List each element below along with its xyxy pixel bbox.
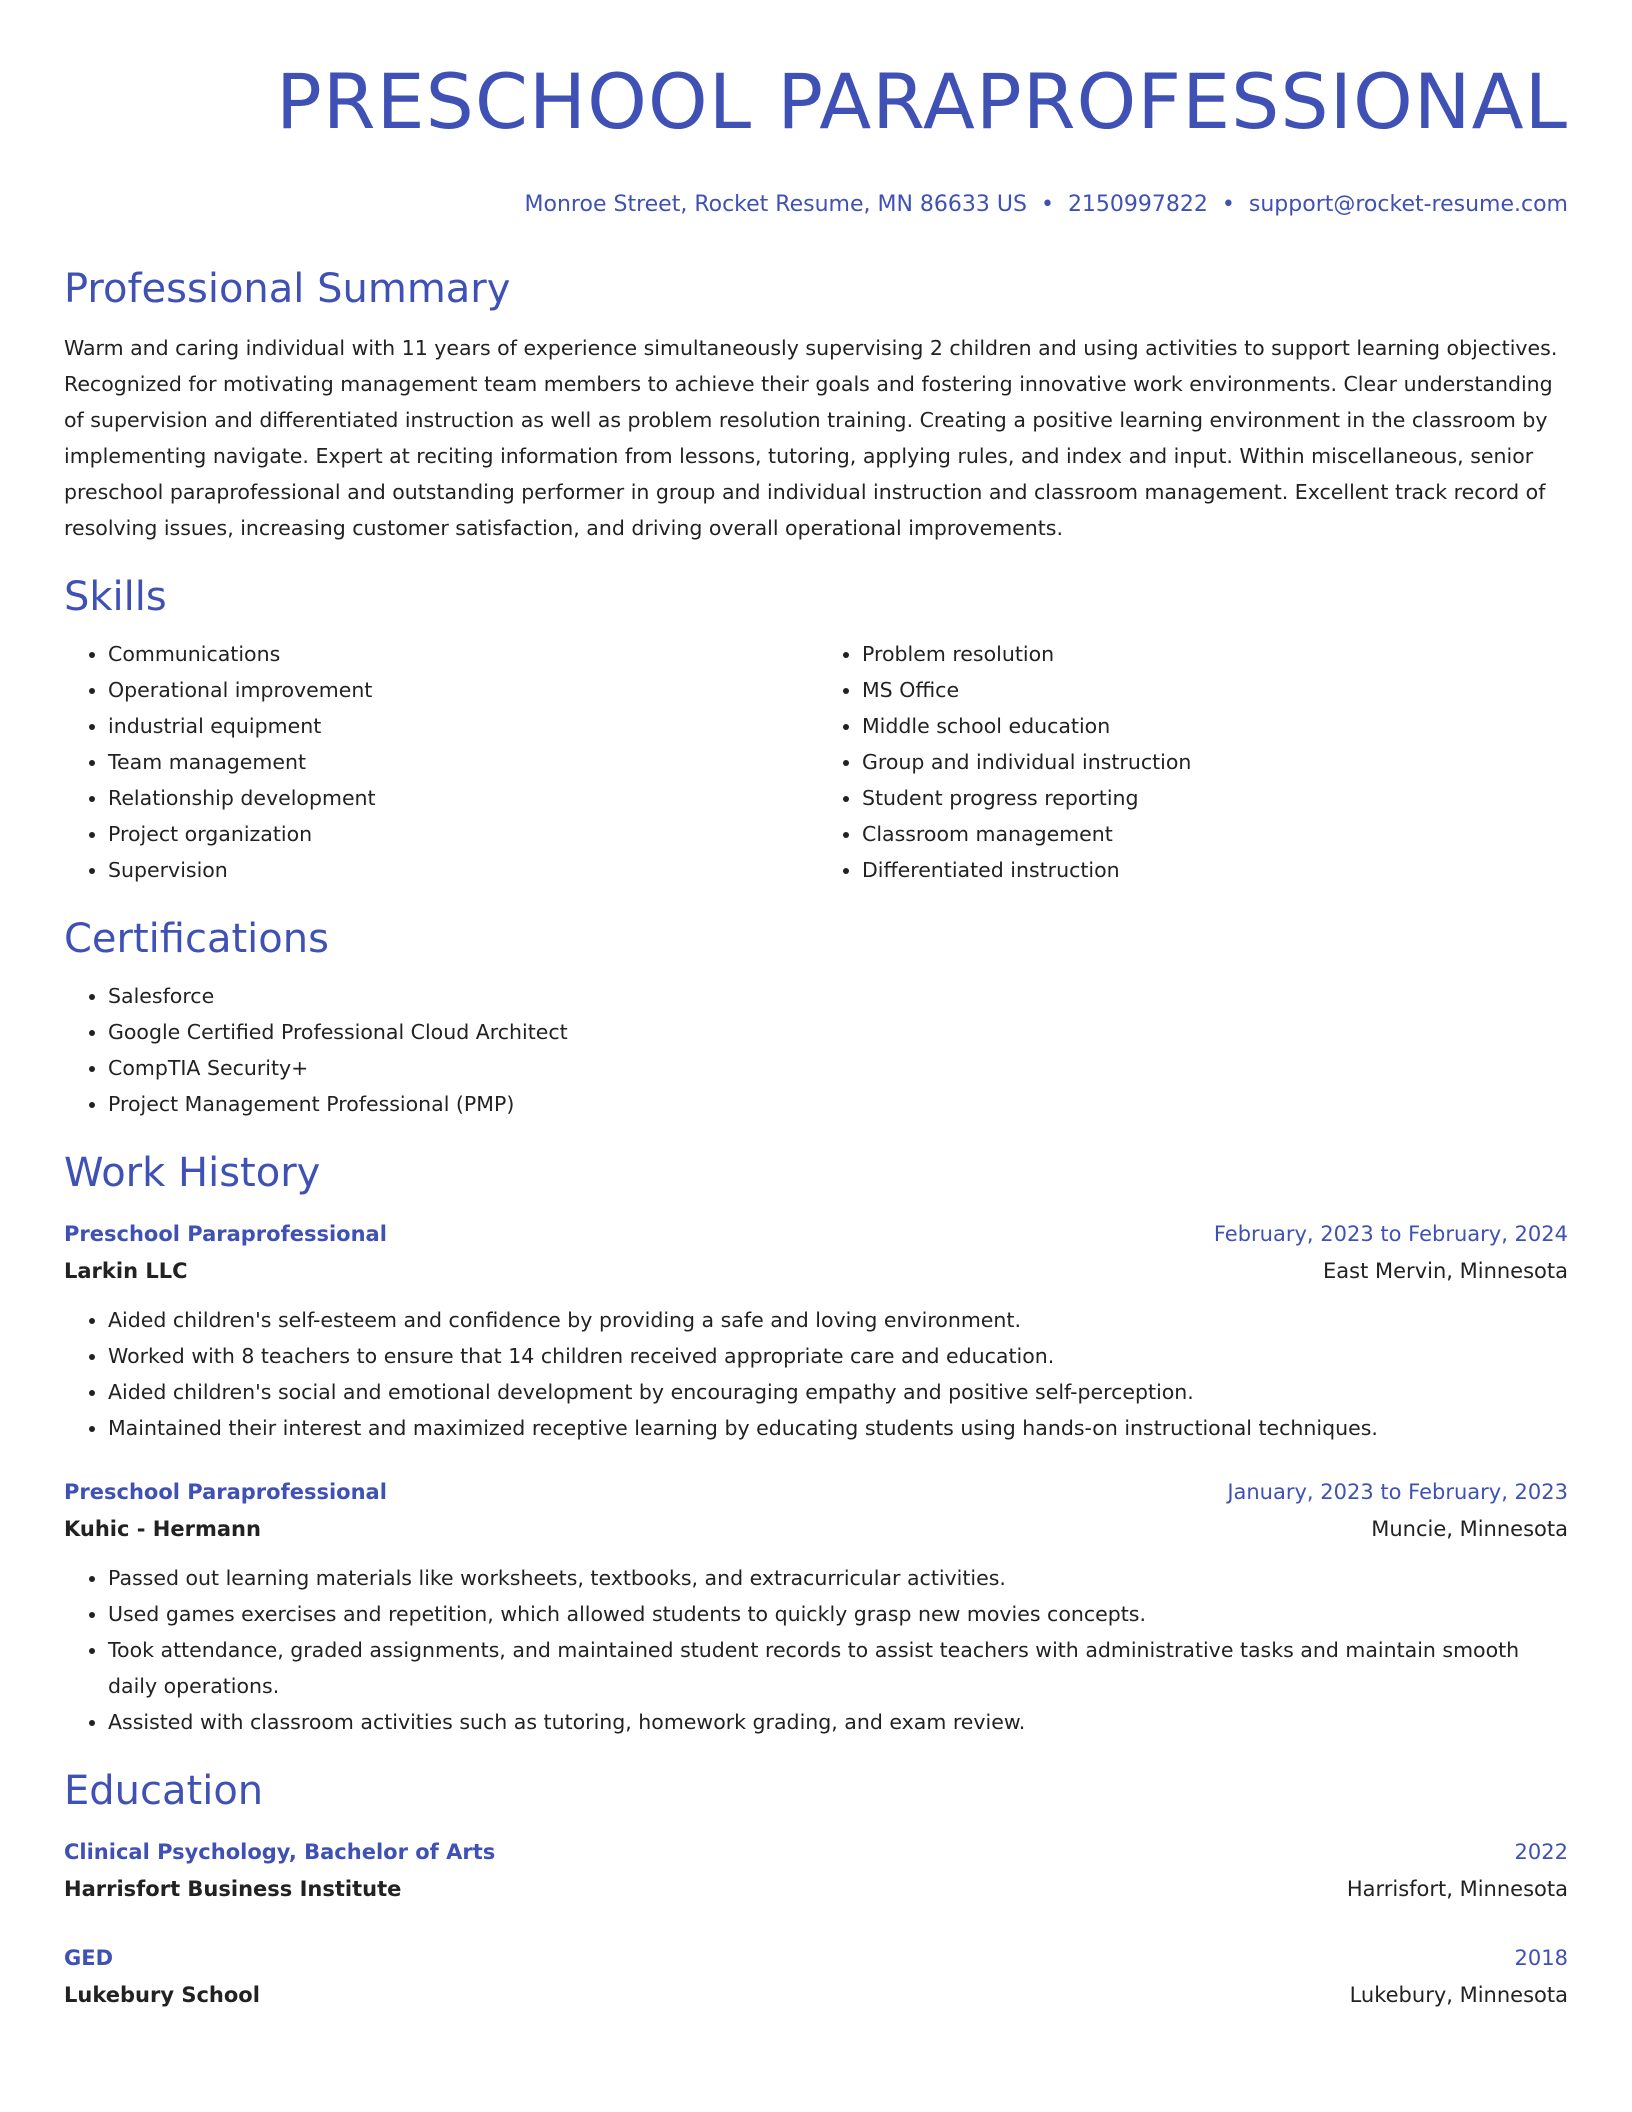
- job-dates: February, 2023 to February, 2024: [1213, 1222, 1568, 1246]
- skills-list: [64, 636, 1568, 888]
- skill-item: • Differentiated instruction: [862, 852, 1568, 888]
- contact-email: support@rocket-resume.com: [1248, 192, 1568, 217]
- company-name: Larkin LLC: [64, 1259, 188, 1283]
- section-heading-summary: Professional Summary: [64, 266, 511, 312]
- certification-item: • Google Certified Professional Cloud Architect: [108, 1014, 1568, 1050]
- skill-item: • Classroom management: [862, 816, 1568, 852]
- job-bullet: • Used games exercises and repetition, which allowed students to quickly grasp new movies concepts.: [108, 1596, 1568, 1632]
- skill-item: • Communications: [108, 636, 816, 672]
- skill-item: • Operational improvement: [108, 672, 816, 708]
- education-entry: [64, 1940, 1568, 2014]
- job-bullets: [64, 1302, 1568, 1446]
- section-heading-skills: Skills: [64, 574, 167, 620]
- job-dates: January, 2023 to February, 2023: [1227, 1480, 1568, 1504]
- skill-item: • Supervision: [108, 852, 816, 888]
- graduation-year: 2022: [1514, 1840, 1568, 1864]
- summary-text: Warm and caring individual with 11 years of experience simultaneously supervising 2 children and using activities to support learning objectives. Recognized for motivating management team members to achieve their goals and fostering innovative work environments. Clear understanding of supervision and differentiated instruction as well as problem resolution training. Creating a positive learning environment in the classroom by implementing navigate. Expert at reciting information from lessons, tutoring, applying rules, and index and input. Within miscellaneous, senior preschool paraprofessional and outstanding performer in group and individual instruction and classroom management. Excellent track record of resolving issues, increasing customer satisfaction, and driving overall operational improvements.: [64, 336, 1558, 540]
- section-heading-education: Education: [64, 1768, 264, 1814]
- job-bullet: • Maintained their interest and maximized receptive learning by educating students using hands-on instructional techniques.: [108, 1410, 1568, 1446]
- job-location: East Mervin, Minnesota: [1323, 1259, 1568, 1283]
- education-entry-header: [64, 1940, 1568, 1976]
- work-entry: [64, 1216, 1568, 1446]
- section-heading-certifications: Certifications: [64, 916, 329, 962]
- skill-item: • Relationship development: [108, 780, 816, 816]
- skill-item: • Project organization: [108, 816, 816, 852]
- skill-item: • Team management: [108, 744, 816, 780]
- skills-column-right: [816, 636, 1568, 888]
- work-entry-header: [64, 1216, 1568, 1252]
- job-location: Muncie, Minnesota: [1371, 1517, 1568, 1541]
- graduation-year: 2018: [1514, 1946, 1568, 1970]
- section-heading-work-history: Work History: [64, 1150, 321, 1196]
- skills-column-left: [64, 636, 816, 888]
- company-name: Kuhic - Hermann: [64, 1517, 261, 1541]
- job-bullet: • Took attendance, graded assignments, and maintained student records to assist teachers with administrative tasks and maintain smooth daily operations.: [108, 1632, 1568, 1704]
- education-entry: [64, 1834, 1568, 1908]
- certification-item: • Project Management Professional (PMP): [108, 1086, 1568, 1122]
- skill-item: • Student progress reporting: [862, 780, 1568, 816]
- education-entry-header: [64, 1834, 1568, 1870]
- certification-item: • CompTIA Security+: [108, 1050, 1568, 1086]
- job-bullet: • Worked with 8 teachers to ensure that 14 children received appropriate care and education.: [108, 1338, 1568, 1374]
- job-bullet: • Assisted with classroom activities such as tutoring, homework grading, and exam review.: [108, 1704, 1568, 1740]
- contact-separator: •: [1040, 192, 1054, 217]
- contact-line: [64, 190, 1568, 220]
- work-entry-subheader: [64, 1252, 1568, 1290]
- skill-item: • MS Office: [862, 672, 1568, 708]
- degree: Clinical Psychology, Bachelor of Arts: [64, 1840, 496, 1864]
- degree: GED: [64, 1946, 114, 1970]
- job-bullets: [64, 1560, 1568, 1740]
- work-entry-subheader: [64, 1510, 1568, 1548]
- contact-separator: •: [1221, 192, 1235, 217]
- skill-item: • industrial equipment: [108, 708, 816, 744]
- work-entry-header: [64, 1474, 1568, 1510]
- skill-item: • Group and individual instruction: [862, 744, 1568, 780]
- certification-item: • Salesforce: [108, 978, 1568, 1014]
- school-location: Harrisfort, Minnesota: [1346, 1877, 1568, 1901]
- education-entry-subheader: [64, 1976, 1568, 2014]
- job-bullet: • Aided children's self-esteem and confidence by providing a safe and loving environment.: [108, 1302, 1568, 1338]
- education-entry-subheader: [64, 1870, 1568, 1908]
- school-name: Lukebury School: [64, 1983, 260, 2007]
- contact-address: Monroe Street, Rocket Resume, MN 86633 US: [524, 192, 1027, 217]
- job-title: Preschool Paraprofessional: [64, 1222, 387, 1246]
- job-bullet: • Aided children's social and emotional development by encouraging empathy and positive self-perception.: [108, 1374, 1568, 1410]
- school-name: Harrisfort Business Institute: [64, 1877, 402, 1901]
- job-title: Preschool Paraprofessional: [64, 1480, 387, 1504]
- job-bullet: • Passed out learning materials like worksheets, textbooks, and extracurricular activities.: [108, 1560, 1568, 1596]
- school-location: Lukebury, Minnesota: [1349, 1983, 1568, 2007]
- skill-item: • Problem resolution: [862, 636, 1568, 672]
- work-entry: [64, 1474, 1568, 1740]
- contact-phone: 2150997822: [1067, 192, 1208, 217]
- skill-item: • Middle school education: [862, 708, 1568, 744]
- resume-name-title: PRESCHOOL PARAPROFESSIONAL: [275, 57, 1568, 146]
- certifications-list: [64, 978, 1568, 1122]
